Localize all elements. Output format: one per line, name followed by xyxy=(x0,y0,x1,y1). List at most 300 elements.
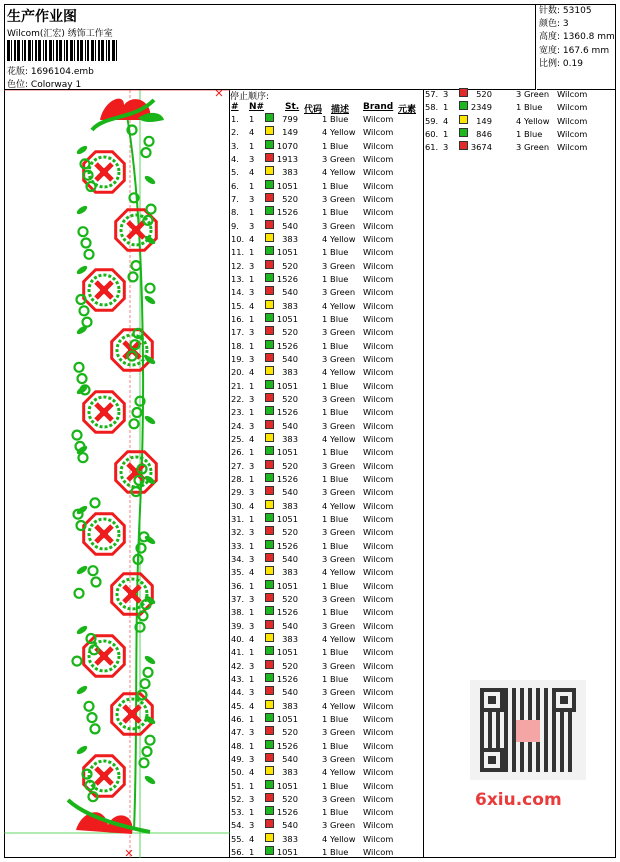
row-needle: 1 xyxy=(249,407,255,418)
row-code: 383 xyxy=(282,700,298,711)
row-needle: 1 xyxy=(249,713,255,724)
stat-label: 颜色: xyxy=(539,19,561,30)
row-desc: Blue xyxy=(330,580,349,591)
row-num: 34. xyxy=(231,553,245,564)
qr-module xyxy=(528,716,532,720)
qr-module xyxy=(512,724,516,728)
barcode-bar xyxy=(28,40,31,61)
bottom-flower xyxy=(76,812,132,834)
leaf xyxy=(143,654,156,665)
qr-module xyxy=(552,724,556,728)
row-num: 30. xyxy=(231,500,245,511)
color-swatch xyxy=(265,740,274,749)
row-needle: 3 xyxy=(249,287,255,298)
barcode-bar xyxy=(59,40,62,61)
col-header-num: # xyxy=(231,102,239,112)
leaf xyxy=(75,684,88,695)
table-row xyxy=(230,220,424,233)
row-brand: Wilcom xyxy=(363,793,394,804)
table-row xyxy=(230,153,424,166)
table-row xyxy=(230,620,424,633)
stitch-ring xyxy=(141,679,150,688)
col-header-n: N# xyxy=(249,102,265,112)
row-brand: Wilcom xyxy=(363,567,394,578)
stitch-ring xyxy=(75,589,84,598)
row-num: 56. xyxy=(231,847,245,858)
row-code: 1526 xyxy=(276,273,298,284)
table-row xyxy=(230,233,424,246)
row-code: 2349 xyxy=(470,102,492,113)
table-row xyxy=(230,113,424,126)
row-num: 10. xyxy=(231,233,245,244)
barcode-bar xyxy=(11,40,12,61)
qr-module xyxy=(504,760,508,764)
table-row xyxy=(230,633,424,646)
qr-module xyxy=(480,720,484,724)
stitch-ring xyxy=(83,318,92,327)
row-needle: 3 xyxy=(249,353,255,364)
color-swatch xyxy=(265,620,274,629)
color-swatch xyxy=(265,446,274,455)
table-row xyxy=(230,660,424,673)
row-st: 4 xyxy=(322,500,328,511)
qr-module xyxy=(496,720,500,724)
row-num: 57. xyxy=(425,89,439,99)
row-desc: Yellow xyxy=(330,433,356,444)
qr-module xyxy=(488,712,492,716)
row-desc: Blue xyxy=(330,473,349,484)
row-st: 1 xyxy=(322,673,328,684)
qr-module xyxy=(488,740,492,744)
qr-logo xyxy=(516,720,540,742)
table-row xyxy=(230,420,424,433)
color-swatch xyxy=(265,233,274,242)
row-code: 383 xyxy=(282,167,298,178)
color-swatch xyxy=(265,366,274,375)
row-brand: Wilcom xyxy=(363,247,394,258)
row-code: 540 xyxy=(282,487,298,498)
color-swatch xyxy=(265,140,274,149)
row-desc: Green xyxy=(330,327,356,338)
row-num: 17. xyxy=(231,327,245,338)
qr-module xyxy=(504,732,508,736)
color-swatch xyxy=(265,526,274,535)
color-swatch xyxy=(265,126,274,135)
stitch-ring xyxy=(91,498,100,507)
row-desc: Blue xyxy=(524,128,543,139)
leaf xyxy=(75,564,88,575)
qr-module xyxy=(512,700,516,704)
barcode-bar xyxy=(77,40,79,61)
row-code: 540 xyxy=(282,553,298,564)
row-desc: Green xyxy=(330,793,356,804)
row-desc: Green xyxy=(524,142,550,153)
qr-module xyxy=(496,724,500,728)
qr-module xyxy=(544,768,548,772)
table-row xyxy=(424,128,618,141)
stat-value: 3 xyxy=(562,19,569,30)
barcode-bar xyxy=(66,40,68,61)
color-swatch xyxy=(265,420,274,429)
barcode-bar xyxy=(14,40,16,61)
row-desc: Yellow xyxy=(330,633,356,644)
row-needle: 3 xyxy=(249,460,255,471)
qr-module xyxy=(520,760,524,764)
table-row xyxy=(230,406,424,419)
row-desc: Green xyxy=(330,353,356,364)
row-desc: Green xyxy=(330,193,356,204)
qr-module xyxy=(544,716,548,720)
qr-module xyxy=(536,744,540,748)
row-code: 383 xyxy=(282,833,298,844)
qr-module xyxy=(544,712,548,716)
row-num: 61. xyxy=(425,142,439,153)
colorway-label: 色位: xyxy=(7,80,29,90)
barcode-bar xyxy=(64,40,65,61)
qr-module xyxy=(536,760,540,764)
qr-module xyxy=(560,744,564,748)
row-desc: Green xyxy=(330,153,356,164)
qr-module xyxy=(560,732,564,736)
row-code: 1051 xyxy=(276,713,298,724)
row-num: 48. xyxy=(231,740,245,751)
row-st: 1 xyxy=(322,114,328,124)
qr-module xyxy=(504,688,508,692)
row-brand: Wilcom xyxy=(557,102,588,113)
row-desc: Green xyxy=(330,553,356,564)
qr-module xyxy=(552,756,556,760)
qr-module xyxy=(560,740,564,744)
row-num: 59. xyxy=(425,115,439,126)
row-st: 3 xyxy=(322,727,328,738)
row-code: 520 xyxy=(282,793,298,804)
color-swatch xyxy=(265,313,274,322)
qr-module xyxy=(520,716,524,720)
row-st: 4 xyxy=(322,767,328,778)
row-num: 37. xyxy=(231,593,245,604)
row-brand: Wilcom xyxy=(363,633,394,644)
stop-sequence-label: 停止顺序: xyxy=(230,92,270,102)
color-swatch xyxy=(265,406,274,415)
qr-module xyxy=(568,732,572,736)
stat-stitches xyxy=(537,5,615,18)
color-swatch xyxy=(265,566,274,575)
row-brand: Wilcom xyxy=(363,114,394,124)
table-row xyxy=(230,540,424,553)
row-needle: 1 xyxy=(249,607,255,618)
color-swatch xyxy=(265,833,274,842)
qr-module xyxy=(496,732,500,736)
color-swatch xyxy=(265,593,274,602)
row-num: 6. xyxy=(231,180,239,191)
row-code: 1051 xyxy=(276,580,298,591)
qr-module xyxy=(568,752,572,756)
row-brand: Wilcom xyxy=(557,89,588,99)
row-desc: Blue xyxy=(330,447,349,458)
color-swatch xyxy=(265,846,274,855)
barcode-bar xyxy=(22,40,23,61)
row-num: 24. xyxy=(231,420,245,431)
color-swatch xyxy=(265,606,274,615)
table-row xyxy=(230,313,424,326)
qr-module xyxy=(512,732,516,736)
row-desc: Blue xyxy=(330,780,349,791)
barcode-bar xyxy=(87,40,89,61)
stat-width xyxy=(537,45,615,58)
row-num: 21. xyxy=(231,380,245,391)
medallion-center xyxy=(128,590,136,598)
qr-module xyxy=(536,712,540,716)
row-desc: Green xyxy=(330,753,356,764)
qr-module xyxy=(528,692,532,696)
row-brand: Wilcom xyxy=(363,847,394,858)
qr-module xyxy=(544,688,548,692)
row-needle: 1 xyxy=(249,580,255,591)
row-st: 1 xyxy=(322,407,328,418)
col-header-code: 代码 xyxy=(304,105,323,115)
row-code: 846 xyxy=(476,128,492,139)
row-st: 4 xyxy=(322,167,328,178)
qr-module xyxy=(512,716,516,720)
design-value: 1696104.emb xyxy=(30,67,94,77)
row-code: 1051 xyxy=(276,313,298,324)
row-desc: Yellow xyxy=(524,115,550,126)
qr-module xyxy=(536,716,540,720)
row-needle: 4 xyxy=(443,115,449,126)
barcode xyxy=(7,40,119,61)
table-row xyxy=(230,340,424,353)
table-row xyxy=(230,180,424,193)
row-brand: Wilcom xyxy=(363,807,394,818)
color-swatch xyxy=(265,180,274,189)
table-row xyxy=(230,726,424,739)
row-needle: 3 xyxy=(249,527,255,538)
row-desc: Yellow xyxy=(330,567,356,578)
color-swatch xyxy=(459,141,468,150)
qr-finder xyxy=(488,756,496,764)
row-brand: Wilcom xyxy=(363,233,394,244)
stitch-ring xyxy=(144,668,153,677)
row-num: 11. xyxy=(231,247,245,258)
row-desc: Blue xyxy=(330,207,349,218)
stitch-ring xyxy=(91,724,100,733)
qr-module xyxy=(544,696,548,700)
row-desc: Green xyxy=(330,620,356,631)
qr-module xyxy=(488,744,492,748)
qr-module xyxy=(504,740,508,744)
barcode-bar xyxy=(108,40,110,61)
row-st: 4 xyxy=(322,127,328,138)
row-needle: 3 xyxy=(249,393,255,404)
barcode-bar xyxy=(45,40,47,61)
table-row xyxy=(230,753,424,766)
qr-module xyxy=(560,712,564,716)
qr-module xyxy=(504,704,508,708)
qr-module xyxy=(528,688,532,692)
row-st: 4 xyxy=(322,433,328,444)
row-needle: 3 xyxy=(249,687,255,698)
row-num: 3. xyxy=(231,140,239,151)
row-num: 51. xyxy=(231,780,245,791)
medallion-center xyxy=(100,530,108,538)
color-swatch xyxy=(265,753,274,762)
row-code: 520 xyxy=(282,527,298,538)
stitch-ring xyxy=(147,205,156,214)
qr-module xyxy=(552,744,556,748)
color-swatch xyxy=(459,88,468,97)
row-needle: 3 xyxy=(443,142,449,153)
row-num: 19. xyxy=(231,353,245,364)
stitch-ring xyxy=(80,306,89,315)
row-num: 4. xyxy=(231,153,239,164)
color-swatch xyxy=(265,393,274,402)
color-swatch xyxy=(265,166,274,175)
row-st: 1 xyxy=(322,207,328,218)
color-swatch xyxy=(265,326,274,335)
qr-module xyxy=(544,748,548,752)
qr-module xyxy=(536,692,540,696)
qr-module xyxy=(544,736,548,740)
row-st: 1 xyxy=(322,313,328,324)
qr-module xyxy=(568,764,572,768)
row-num: 5. xyxy=(231,167,239,178)
row-num: 14. xyxy=(231,287,245,298)
row-num: 20. xyxy=(231,367,245,378)
row-needle: 3 xyxy=(249,593,255,604)
row-needle: 3 xyxy=(249,420,255,431)
row-st: 3 xyxy=(516,142,522,153)
row-brand: Wilcom xyxy=(363,553,394,564)
table-row xyxy=(230,553,424,566)
row-code: 540 xyxy=(282,353,298,364)
row-needle: 4 xyxy=(249,167,255,178)
color-swatch xyxy=(265,819,274,828)
row-num: 58. xyxy=(425,102,439,113)
row-st: 3 xyxy=(322,153,328,164)
qr-module xyxy=(520,768,524,772)
color-swatch xyxy=(265,153,274,162)
qr-module xyxy=(520,688,524,692)
qr-module xyxy=(568,728,572,732)
row-st: 1 xyxy=(322,447,328,458)
color-swatch xyxy=(265,220,274,229)
table-row xyxy=(230,300,424,313)
row-desc: Green xyxy=(330,820,356,831)
row-st: 1 xyxy=(322,713,328,724)
qr-module xyxy=(544,764,548,768)
stitch-ring xyxy=(92,578,101,587)
row-desc: Blue xyxy=(330,647,349,658)
row-code: 1051 xyxy=(276,180,298,191)
qr-module xyxy=(504,724,508,728)
row-st: 3 xyxy=(322,327,328,338)
qr-module xyxy=(520,764,524,768)
barcode-bar xyxy=(49,40,52,61)
color-swatch xyxy=(265,580,274,589)
row-st: 3 xyxy=(322,820,328,831)
barcode-bar xyxy=(35,40,37,61)
qr-module xyxy=(560,728,564,732)
color-swatch xyxy=(265,513,274,522)
qr-module xyxy=(520,700,524,704)
stitch-ring xyxy=(130,419,139,428)
stat-label: 比例: xyxy=(539,58,561,69)
color-swatch xyxy=(265,726,274,735)
row-st: 3 xyxy=(322,620,328,631)
row-brand: Wilcom xyxy=(363,607,394,618)
row-num: 26. xyxy=(231,447,245,458)
row-brand: Wilcom xyxy=(363,500,394,511)
row-needle: 1 xyxy=(249,647,255,658)
qr-module xyxy=(528,756,532,760)
row-brand: Wilcom xyxy=(363,127,394,138)
row-num: 22. xyxy=(231,393,245,404)
qr-module xyxy=(496,736,500,740)
row-code: 1526 xyxy=(276,607,298,618)
color-swatch xyxy=(265,273,274,282)
row-num: 46. xyxy=(231,713,245,724)
row-st: 3 xyxy=(322,553,328,564)
stat-label: 针数: xyxy=(539,6,561,16)
row-num: 7. xyxy=(231,193,239,204)
row-desc: Yellow xyxy=(330,300,356,311)
qr-module xyxy=(536,708,540,712)
row-num: 8. xyxy=(231,207,239,218)
stitch-ring xyxy=(75,363,84,372)
qr-module xyxy=(536,748,540,752)
table-row xyxy=(230,246,424,259)
qr-module xyxy=(552,752,556,756)
row-needle: 1 xyxy=(249,340,255,351)
barcode-bar xyxy=(85,40,86,61)
row-brand: Wilcom xyxy=(363,433,394,444)
stitch-ring xyxy=(140,758,149,767)
qr-module xyxy=(504,692,508,696)
colorway-line xyxy=(7,77,81,90)
row-num: 15. xyxy=(231,300,245,311)
qr-module xyxy=(544,740,548,744)
qr-module xyxy=(552,716,556,720)
qr-module xyxy=(488,736,492,740)
table-row xyxy=(230,673,424,686)
qr-module xyxy=(488,728,492,732)
row-needle: 1 xyxy=(249,273,255,284)
row-brand: Wilcom xyxy=(363,287,394,298)
row-desc: Blue xyxy=(330,673,349,684)
row-num: 44. xyxy=(231,687,245,698)
row-code: 149 xyxy=(476,115,492,126)
row-brand: Wilcom xyxy=(363,540,394,551)
stat-label: 宽度: xyxy=(539,45,561,56)
qr-module xyxy=(504,728,508,732)
row-brand: Wilcom xyxy=(363,340,394,351)
qr-module xyxy=(528,704,532,708)
row-st: 1 xyxy=(322,780,328,791)
row-st: 3 xyxy=(322,353,328,364)
row-num: 33. xyxy=(231,540,245,551)
barcode-bar xyxy=(56,40,58,61)
row-brand: Wilcom xyxy=(363,660,394,671)
row-brand: Wilcom xyxy=(363,380,394,391)
row-needle: 3 xyxy=(249,820,255,831)
row-st: 3 xyxy=(322,593,328,604)
row-needle: 1 xyxy=(249,180,255,191)
stitch-ring xyxy=(145,137,154,146)
table-row xyxy=(230,433,424,446)
row-code: 1526 xyxy=(276,673,298,684)
row-num: 47. xyxy=(231,727,245,738)
table-row xyxy=(230,566,424,579)
